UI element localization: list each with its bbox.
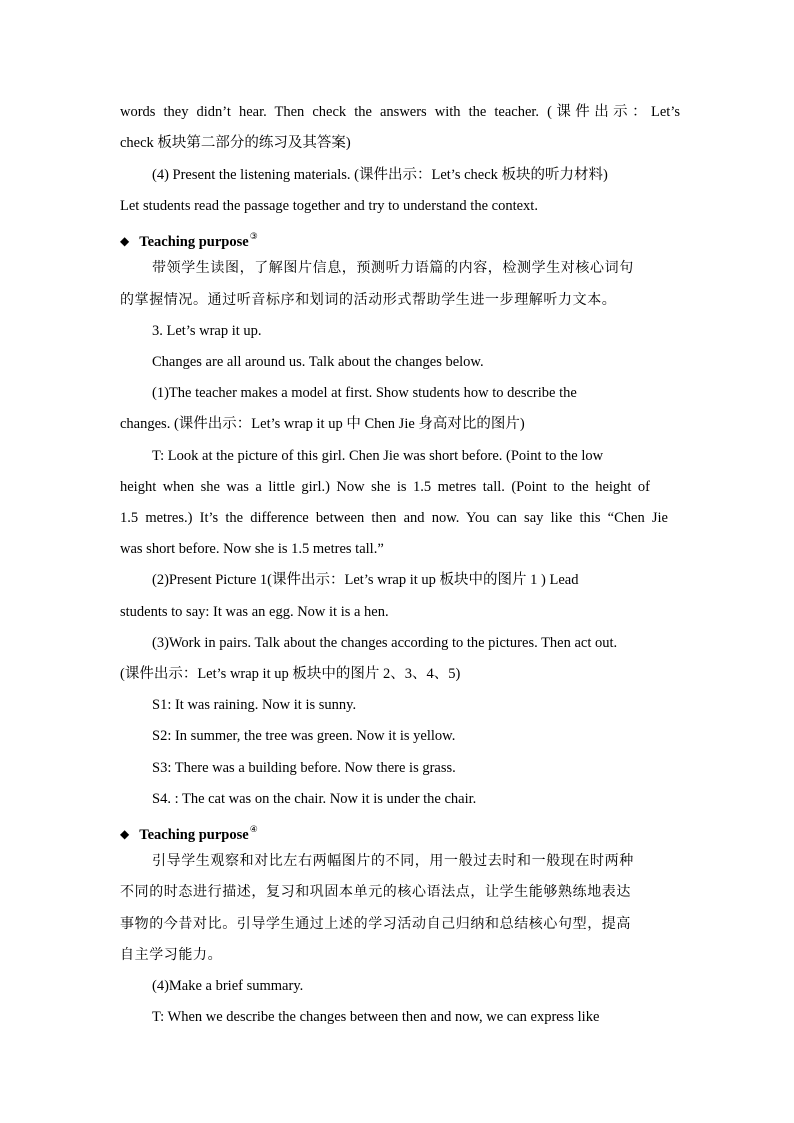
paragraph-line: words they didn’t hear. Then check the answers with the teacher. (课件出示：Let’s <box>120 104 680 120</box>
paragraph-line: (课件出示：Let’s wrap it up 板块中的图片 2、3、4、5) <box>120 666 461 682</box>
paragraph-line: was short before. Now she is 1.5 metres tall.” <box>120 541 384 557</box>
circled-number-mark: ③ <box>249 232 258 242</box>
paragraph-line: check 板块第二部分的练习及其答案) <box>120 135 351 151</box>
diamond-bullet-icon: ◆ <box>120 827 130 841</box>
diamond-bullet-icon: ◆ <box>120 234 130 248</box>
teaching-purpose-heading <box>120 227 258 252</box>
paragraph-line: 自主学习能力。 <box>120 947 223 963</box>
paragraph-line: 事物的今昔对比。引导学生通过上述的学习活动自己归纳和总结核心句型，提高 <box>120 916 631 932</box>
circled-number-mark: ④ <box>249 825 258 835</box>
heading-text: Teaching purpose <box>139 827 249 843</box>
paragraph-line: changes. (课件出示：Let’s wrap it up 中 Chen Jie 身高对比的图片) <box>120 416 525 432</box>
paragraph-line: 引导学生观察和对比左右两幅图片的不同，用一般过去时和一般现在时两种 <box>152 853 634 869</box>
paragraph-line: (2)Present Picture 1(课件出示：Let’s wrap it up 板块中的图片 1 ) Lead <box>152 572 579 588</box>
dialogue-line: S2: In summer, the tree was green. Now it is yellow. <box>152 728 456 744</box>
heading-text: Teaching purpose <box>139 234 249 250</box>
paragraph-line: Let students read the passage together and try to understand the context. <box>120 198 538 214</box>
dialogue-line: S1: It was raining. Now it is sunny. <box>152 697 357 713</box>
dialogue-line: S4. : The cat was on the chair. Now it is under the chair. <box>152 791 477 807</box>
paragraph-line: 的掌握情况。通过听音标序和划词的活动形式帮助学生进一步理解听力文本。 <box>120 292 617 308</box>
paragraph-line: 带领学生读图，了解图片信息，预测听力语篇的内容，检测学生对核心词句 <box>152 260 634 276</box>
paragraph-line: (3)Work in pairs. Talk about the changes according to the pictures. Then act out. <box>152 635 618 651</box>
paragraph-line: (4) Present the listening materials. (课件出示：Let’s check 板块的听力材料) <box>152 167 608 183</box>
paragraph-line: (4)Make a brief summary. <box>152 978 304 994</box>
paragraph-line: T: When we describe the changes between then and now, we can express like <box>152 1009 600 1025</box>
paragraph-line: height when she was a little girl.) Now she is 1.5 metres tall. (Point to the height of <box>120 479 650 495</box>
paragraph-line: 1.5 metres.) It’s the difference between then and now. You can say like this “Chen Jie <box>120 510 668 526</box>
paragraph-line: (1)The teacher makes a model at first. Show students how to describe the <box>152 385 577 401</box>
paragraph-line: T: Look at the picture of this girl. Chen Jie was short before. (Point to the low <box>152 448 604 464</box>
teaching-purpose-heading <box>120 820 258 845</box>
paragraph-line: Changes are all around us. Talk about the changes below. <box>152 354 484 370</box>
paragraph-line: 不同的时态进行描述，复习和巩固本单元的核心语法点，让学生能够熟练地表达 <box>120 884 631 900</box>
section-title: 3. Let’s wrap it up. <box>152 323 262 339</box>
dialogue-line: S3: There was a building before. Now there is grass. <box>152 760 456 776</box>
paragraph-line: students to say: It was an egg. Now it is a hen. <box>120 604 389 620</box>
